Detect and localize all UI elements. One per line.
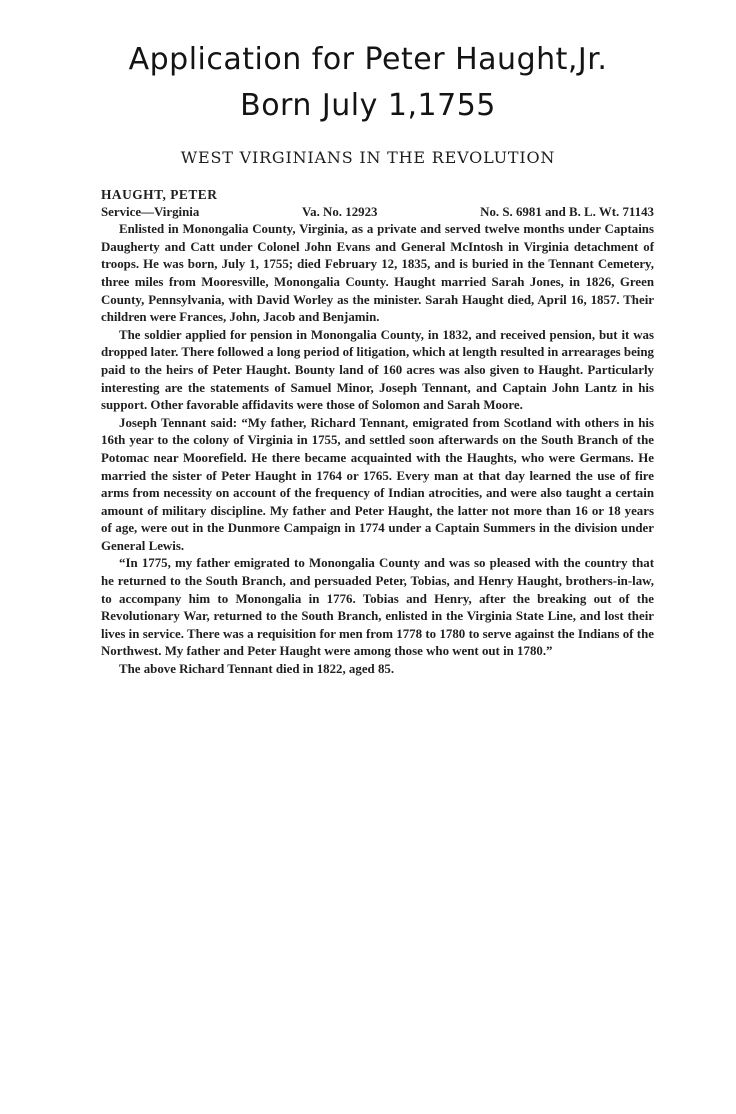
page-title: Application for Peter Haught,Jr. (128, 42, 608, 77)
paragraph-closing-note: The above Richard Tennant died in 1822, aged 85. (119, 662, 395, 677)
service-row (101, 204, 654, 222)
paragraph-tennant-statement-continued: “In 1775, my father emigrated to Monongalia County and was so pleased with the country that he returned to the South Branch, and persuaded Peter, Tobias, and Henry Haught, brothers-in-law, to accompany him to Monongalia in 1776. Tobias and Henry, after the breaking out of the Revolutionary War, returned to the South Branch, enlisted in the Virginia State Line, and lost their lives in service. There was a requisition for men from 1778 to 1780 to serve against the Indians of the Northwest. My father and Peter Haught were among those who went out in 1780.” (101, 556, 654, 659)
service-state: Service—Virginia (101, 204, 200, 219)
paragraph-pension-application: The soldier applied for pension in Monongalia County, in 1832, and received pension, but it was dropped later. There followed a long period of litigation, which at length resulted in arrearages being paid to the heirs of Peter Haught. Bounty land of 160 acres was also given to Haught. Particularly interesting are the statements of Samuel Minor, Joseph Tennant, and Captain John Lantz in his support. Other favorable affidavits were those of Solomon and Sarah Moore. (101, 327, 654, 413)
page-subtitle-birthdate: Born July 1,1755 (240, 88, 496, 123)
soldier-name: HAUGHT, PETER (101, 187, 218, 202)
pension-entry (101, 186, 654, 679)
paragraph-service-record: Enlisted in Monongalia County, Virginia, as a private and served twelve months under Captains Daugherty and Catt under Colonel John Evans and General McIntosh in Virginia detachment of troops. He was born, July 1, 1755; died February 12, 1835, and is buried in the Tennant Cemetery, three miles from Mooresville, Monongalia County. Haught married Sarah Jones, in 1826, Green County, Pennsylvania, with David Worley as the minister. Sarah Haught died, April 16, 1857. Their children were Frances, John, Jacob and Benjamin. (101, 222, 654, 325)
va-number: Va. No. 12923 (302, 204, 378, 219)
book-heading: WEST VIRGINIANS IN THE REVOLUTION (180, 148, 556, 167)
paragraph-tennant-statement: Joseph Tennant said: “My father, Richard Tennant, emigrated from Scotland with others in his 16th year to the colony of Virginia in 1755, and settled soon afterwards on the South Branch of the Potomac near Moorefield. He there became acquainted with the Haughts, who were Germans. He married the sister of Peter Haught in 1764 or 1765. Every man at that day learned the use of fire arms from necessity on account of the frequency of Indian atrocities, and were also taught a certain amount of military discipline. My father and Peter Haught, the latter not more than 16 or 18 years of age, were out in the Dunmore Campaign in 1774 under a Captain Summers in the division under General Lewis. (101, 415, 654, 553)
pension-number: No. S. 6981 and B. L. Wt. 71143 (480, 204, 654, 219)
